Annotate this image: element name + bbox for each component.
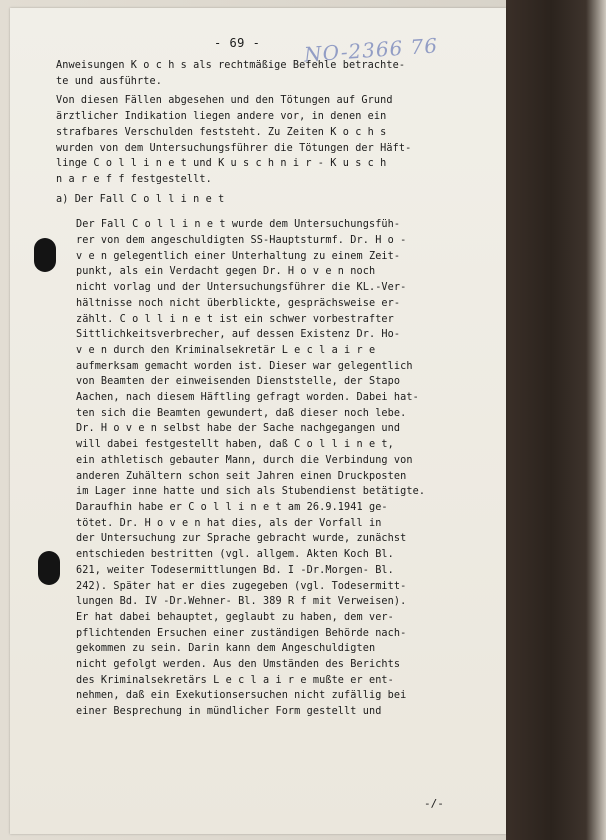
text-line: Von diesen Fällen abgesehen und den Tötungen auf Grund	[56, 95, 393, 107]
text-line: aufmerksam gemacht worden ist. Dieser war gelegentlich	[76, 360, 413, 372]
text-line: pflichtenden Ersuchen einer zuständigen Behörde nach-	[76, 627, 407, 639]
continuation-mark: -/-	[424, 797, 444, 810]
text-line: v e n durch den Kriminalsekretär L e c l a i r e	[76, 344, 376, 356]
text-line: wurden von dem Untersuchungsführer die Tötungen der Häft-	[56, 142, 412, 154]
text-line: 621, weiter Todesermittlungen Bd. I -Dr.Morgen- Bl.	[76, 564, 394, 576]
text-line: zählt. C o l l i n e t ist ein schwer vorbestrafter	[76, 313, 394, 325]
text-line: ärztlicher Indikation liegen andere vor, in denen ein	[56, 111, 387, 123]
text-line: einer Besprechung in mündlicher Form gestellt und	[76, 706, 382, 718]
intro-paragraph	[56, 58, 471, 89]
text-line: ten sich die Beamten gewundert, daß dieser noch lebe.	[76, 407, 407, 419]
text-line: strafbares Verschulden feststeht. Zu Zeiten K o c h s	[56, 126, 387, 138]
text-line: Sittlichkeitsverbrecher, auf dessen Existenz Dr. Ho-	[76, 329, 401, 341]
text-line: nehmen, daß ein Exekutionsersuchen nicht zufällig bei	[76, 690, 407, 702]
text-line: lungen Bd. IV -Dr.Wehner- Bl. 389 R f mit Verweisen).	[76, 596, 407, 608]
document-body	[56, 58, 471, 724]
text-line: v e n gelegentlich einer Unterhaltung zu einem Zeit-	[76, 250, 401, 262]
text-line: entschieden bestritten (vgl. allgem. Akten Koch Bl.	[76, 549, 394, 561]
section-heading: a) Der Fall C o l l i n e t	[56, 193, 225, 205]
text-line: gekommen zu sein. Darin kann dem Angeschuldigten	[76, 643, 376, 655]
text-line: rer von dem angeschuldigten SS-Hauptsturmf. Dr. H o -	[76, 235, 407, 247]
punch-hole-top	[34, 238, 56, 272]
text-line: nicht gefolgt werden. Aus den Umständen des Berichts	[76, 659, 401, 671]
text-line: linge C o l l i n e t und K u s c h n i r - K u s c h	[56, 158, 387, 170]
text-line: von Beamten der einweisenden Dienststelle, der Stapo	[76, 376, 401, 388]
text-line: n a r e f f festgestellt.	[56, 173, 212, 185]
text-line: hältnisse noch nicht überblickte, gesprächsweise er-	[76, 297, 401, 309]
second-paragraph	[56, 93, 471, 187]
text-line: Er hat dabei behauptet, geglaubt zu haben, dem ver-	[76, 611, 394, 623]
text-line: Dr. H o v e n selbst habe der Sache nachgegangen und	[76, 423, 401, 435]
text-line: Der Fall C o l l i n e t wurde dem Untersuchungsfüh-	[76, 219, 401, 231]
text-line: Aachen, nach diesem Häftling gefragt worden. Dabei hat-	[76, 392, 419, 404]
case-paragraph	[76, 217, 471, 720]
text-line: ein athletisch gebauter Mann, durch die Verbindung von	[76, 454, 413, 466]
text-line: tötet. Dr. H o v e n hat dies, als der Vorfall in	[76, 517, 382, 529]
text-line: punkt, als ein Verdacht gegen Dr. H o v e n noch	[76, 266, 376, 278]
document-stamp: NO-2366 76	[303, 33, 439, 67]
page-number: - 69 -	[214, 36, 261, 50]
text-line: anderen Zuhältern schon seit Jahren einen Druckposten	[76, 470, 407, 482]
text-line: des Kriminalsekretärs L e c l a i r e mußte er ent-	[76, 674, 394, 686]
text-line: te und ausführte.	[56, 75, 162, 87]
text-line: im Lager inne hatte und sich als Stubendienst betätigte.	[76, 486, 426, 498]
text-line: nicht vorlag und der Untersuchungsführer die KL.-Ver-	[76, 282, 407, 294]
text-line: der Untersuchung zur Sprache gebracht wurde, zunächst	[76, 533, 407, 545]
text-line: will dabei festgestellt haben, daß C o l l i n e t,	[76, 439, 394, 451]
text-line: Anweisungen K o c h s als rechtmäßige Befehle betrachte-	[56, 60, 406, 71]
text-line: 242). Später hat er dies zugegeben (vgl. Todesermitt-	[76, 580, 407, 592]
binding-shadow	[506, 0, 606, 840]
text-line: Daraufhin habe er C o l l i n e t am 26.9.1941 ge-	[76, 501, 388, 513]
